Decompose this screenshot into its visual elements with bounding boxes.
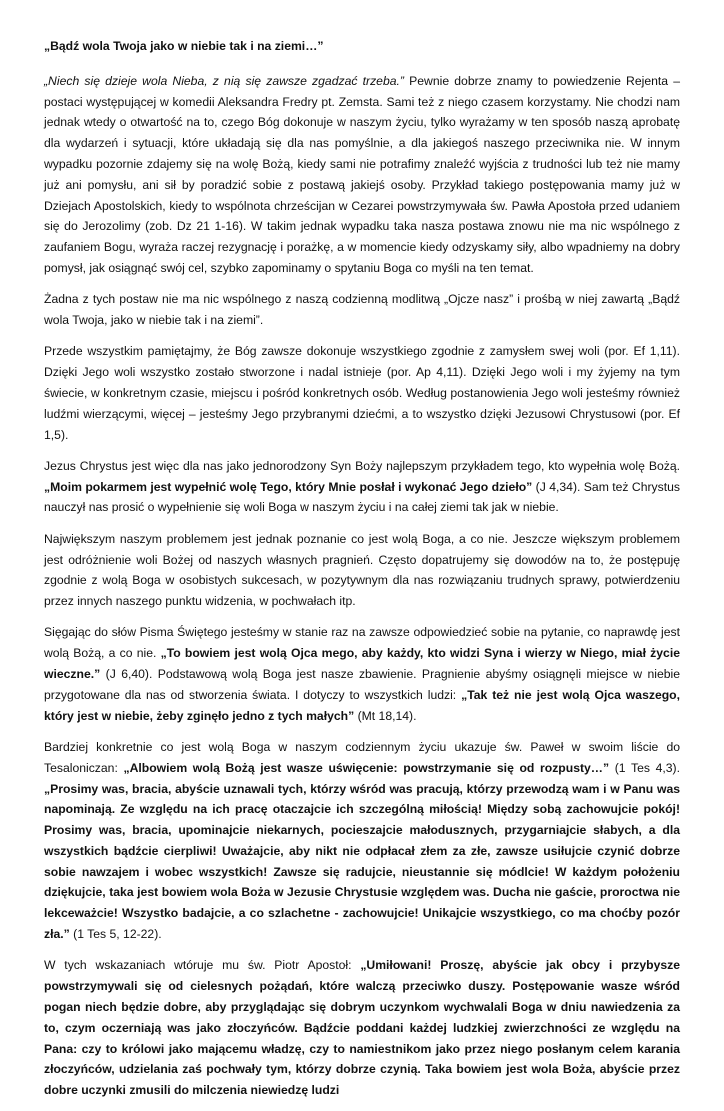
quote-fredro: „Niech się dzieje wola Nieba, z nią się zawsze zgadzać trzeba.” xyxy=(44,73,404,88)
paragraph-intro xyxy=(44,71,680,279)
quote-john-6-40: „To bowiem jest wolą Ojca mego, aby każdy, kto widzi Syna i wierzy w Niego, miał życie wieczne.” xyxy=(44,646,680,682)
document-page xyxy=(44,36,680,1111)
paragraph-gods-will: Przede wszystkim pamiętajmy, że Bóg zawsze dokonuje wszystkiego zgodnie z zamysłem swej woli (por. Ef 1,11). Dzięki Jego woli wszystko zostało stworzone i nadal istnieje (por. Ap 4,11). Dzięki Jego woli i my żyjemy na tym świecie, w konkretnym czasie, miejscu i pośród konkretnych osób. Według postanowienia Jego woli jesteśmy również ludźmi wierzącymi, więcej – jesteśmy Jego przybranymi dziećmi, a to wszystko dzięki Jezusowi Chrystusowi (por. Ef 1,5). xyxy=(44,344,680,442)
quote-matthew-18-14: „Tak też nie jest wolą Ojca waszego, który jest w niebie, żeby zginęło jedno z tych małych” xyxy=(44,687,680,723)
quote-1-peter: „Umiłowani! Proszę, abyście jak obcy i przybysze powstrzymywali się od cielesnych pożądań, które walczą przeciwko duszy. Postępowanie wasze wśród pogan niech będzie dobre, aby przyglądając się dobrym uczynkom wychwalali Boga w dniu nawiedzenia za to, czym oczerniają was jako złoczyńców. Bądźcie poddani każdej ludzkiej zwierzchności ze względu na Pana: czy to królowi jako mającemu władzę, czy to namiestnikom jako przez niego posłanym celem karania złoczyńców, udzielania zaś pochwały tym, którzy dobrze czynią. Taka bowiem jest wola Boża, abyście przez dobre uczynki zmusili do milczenia niewiedzę ludzi xyxy=(44,958,681,1098)
quote-1-thess-5: „Prosimy was, bracia, abyście uznawali tych, którzy wśród was pracują, którzy przewodzą wam i w Panu was napominają. Ze względu na ich pracę otaczajcie ich szczególną miłością! Między sobą zachowujcie pokój! Prosimy was, bracia, upominajcie niekarnych, pocieszajcie małodusznych, przygarniajcie słabych, a dla wszystkich bądźcie cierpliwi! Uważajcie, aby nikt nie odpłacał złem za złe, zawsze usiłujcie czynić dobrze sobie nawzajem i wobec wszystkich! Zawsze się radujcie, nieustannie się módlcie! W każdym położeniu dziękujcie, taka jest bowiem wola Boża w Jezusie Chrystusie względem was. Ducha nie gaście, proroctwa nie lekceważcie! Wszystko badajcie, a co szlachetne - zachowujcie! Unikajcie wszystkiego, co ma choćby pozór zła.” xyxy=(44,781,680,942)
paragraph-paul: Bardziej konkretnie co jest wolą Boga w naszym codziennym życiu ukazuje św. Paweł w swoim liście do Tesaloniczan: „Albowiem wolą Bożą jest wasze uświęcenie: powstrzymanie się od rozpusty…” (1 Tes 4,3). „Prosimy was, bracia, abyście uznawali tych, którzy wśród was pracują, którzy przewodzą wam i w Panu was napominają. Ze względu na ich pracę otaczajcie ich szczególną miłością! Między sobą zachowujcie pokój! Prosimy was, bracia, upominajcie niekarnych, pocieszajcie małodusznych, przygarniajcie słabych, a dla wszystkich bądźcie cierpliwi! Uważajcie, aby nikt nie odpłacał złem za złe, zawsze usiłujcie czynić dobrze sobie nawzajem i wobec wszystkich! Zawsze się radujcie, nieustannie się módlcie! W każdym położeniu dziękujcie, taka jest bowiem wola Boża w Jezusie Chrystusie względem was. Ducha nie gaście, proroctwa nie lekceważcie! Wszystko badajcie, a co szlachetne - zachowujcie! Unikajcie wszystkiego, co ma choćby pozór zła.” (1 Tes 5, 12-22). xyxy=(44,739,680,942)
document-title: „Bądź wola Twoja jako w niebie tak i na ziemi…” xyxy=(44,39,324,53)
quote-john-4-34: „Moim pokarmem jest wypełnić wolę Tego, który Mnie posłał i wykonać Jego dzieło” xyxy=(44,479,533,494)
quote-1-thess-4-3: „Albowiem wolą Bożą jest wasze uświęcenie: powstrzymanie się od rozpusty…” xyxy=(123,760,610,775)
paragraph-scripture: Sięgając do słów Pisma Świętego jesteśmy w stanie raz na zawsze odpowiedzieć sobie na pytanie, co naprawdę jest wolą Bożą, a co nie. „To bowiem jest wolą Ojca mego, aby każdy, kto widzi Syna i wierzy w Niego, miał życie wieczne.” (J 6,40). Podstawową wolą Boga jest nasze zbawienie. Pragnienie abyśmy osiągnęli miejsce w niebie przygotowane dla nas od stworzenia świata. I dotyczy to wszystkich ludzi: „Tak też nie jest wolą Ojca waszego, który jest w niebie, żeby zginęło jedno z tych małych” (Mt 18,14). xyxy=(44,625,680,723)
paragraph-ojcze-nasz: Żadna z tych postaw nie ma nic wspólnego z naszą codzienną modlitwą „Ojcze nasz” i prośbą w niej zawartą „Bądź wola Twoja, jako w niebie tak i na ziemi”. xyxy=(44,292,680,328)
paragraph-jesus-example: Jezus Chrystus jest więc dla nas jako jednorodzony Syn Boży najlepszym przykładem tego, kto wypełnia wolę Bożą. „Moim pokarmem jest wypełnić wolę Tego, który Mnie posłał i wykonać Jego dzieło” (J 4,34). Sam też Chrystus nauczył nas prosić o wypełnienie się woli Boga w naszym życiu i na całej ziemi tak jak w niebie. xyxy=(44,458,680,515)
paragraph-peter: W tych wskazaniach wtóruje mu św. Piotr Apostoł: „Umiłowani! Proszę, abyście jak obcy i przybysze powstrzymywali się od cielesnych pożądań, które walczą przeciwko duszy. Postępowanie wasze wśród pogan niech będzie dobre, aby przyglądając się dobrym uczynkom wychwalali Boga w dniu nawiedzenia za to, czym oczerniają was jako złoczyńców. Bądźcie poddani każdej ludzkiej zwierzchności ze względu na Pana: czy to królowi jako mającemu władzę, czy to namiestnikom jako przez niego posłanym celem karania złoczyńców, udzielania zaś pochwały tym, którzy dobrze czynią. Taka bowiem jest wola Boża, abyście przez dobre uczynki zmusili do milczenia niewiedzę ludzi xyxy=(44,958,681,1098)
paragraph-problem: Największym naszym problemem jest jednak poznanie co jest wolą Boga, a co nie. Jeszcze większym problemem jest odróżnienie woli Bożej od naszych własnych pragnień. Często dopatrujemy się dowodów na to, że postępuję zgodnie z wolą Boga w osobistych sukcesach, w pozytywnym dla nas rozwiązaniu trudnych sprawy, potwierdzeniu przez innych naszego punktu widzenia, w pochwałach itp. xyxy=(44,531,680,609)
paragraph-intro-text: Pewnie dobrze znamy to powiedzenie Rejenta – postaci występującej w komedii Aleksandra Fredry pt. Zemsta. Sami też z niego czasem korzystamy. Nie chodzi nam jednak wtedy o otwartość na to, czego Bóg dokonuje w naszym życiu, tylko wyrażamy w ten sposób naszą aprobatę dla wydarzeń i sytuacji, które układają się dla nas pomyślnie, a dla jakiegoś naszego przeciwnika nie. W innym wypadku pozornie zdajemy się na wolę Bożą, kiedy sami nie potrafimy znaleźć wyjścia z trudności lub też nie mamy już ani pomysłu, ani sił by poradzić sobie z postawą jakiejś osoby. Przykład takiego postępowania mamy już w Dziejach Apostolskich, kiedy to wspólnota chrześcijan w Cezarei powstrzymywała św. Pawła Apostoła przed udaniem się do Jerozolimy (zob. Dz 21 1-16). W takim jednak wypadku taka nasza postawa znowu nie ma nic wspólnego z zaufaniem Bogu, wyraża raczej rezygnację i porażkę, a w momencie kiedy odzyskamy siły, albo wpadniemy na dobry pomysł, jak osiągnąć swój cel, szybko zapominamy o spytaniu Boga co myśli na ten temat. xyxy=(44,73,680,275)
